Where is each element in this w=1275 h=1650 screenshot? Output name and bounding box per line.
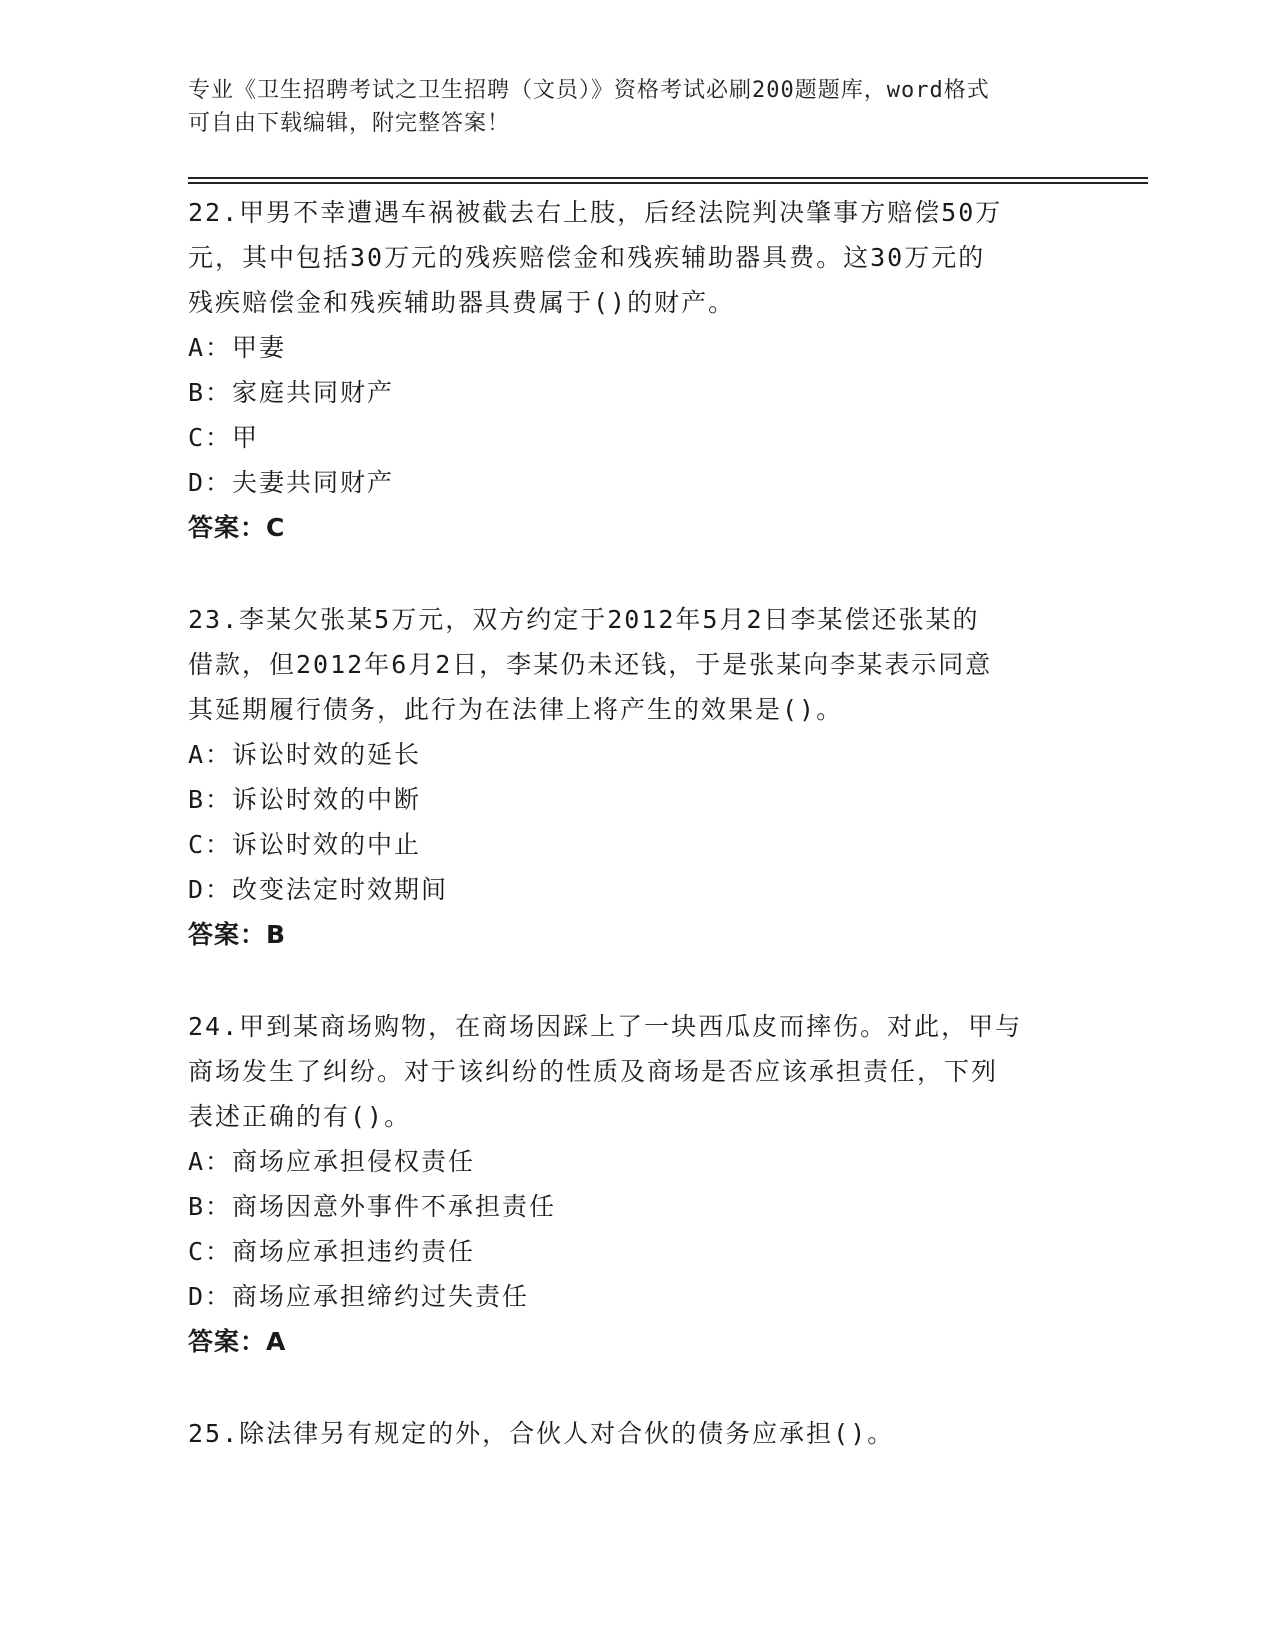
question-list [188, 190, 1088, 1456]
question-stem-line: 22.甲男不幸遭遇车祸被截去右上肢，后经法院判决肇事方赔偿50万 [188, 198, 1003, 227]
option-b: B：诉讼时效的中断 [188, 785, 422, 814]
option-b: B：家庭共同财产 [188, 378, 395, 407]
question-stem-line: 借款，但2012年6月2日，李某仍未还钱，于是张某向李某表示同意 [188, 650, 993, 679]
question-23 [188, 597, 1088, 958]
question-stem-line: 商场发生了纠纷。对于该纠纷的性质及商场是否应该承担责任，下列 [188, 1057, 999, 1086]
question-spacer [188, 551, 1088, 597]
option-a: A：商场应承担侵权责任 [188, 1147, 476, 1176]
question-stem-line: 25.除法律另有规定的外，合伙人对合伙的债务应承担()。 [188, 1419, 895, 1448]
answer-line: 答案：C [188, 513, 286, 542]
question-spacer [188, 1365, 1088, 1411]
option-c: C：诉讼时效的中止 [188, 830, 422, 859]
header-divider-bottom [188, 182, 1148, 184]
option-c: C：商场应承担违约责任 [188, 1237, 476, 1266]
question-stem-line: 残疾赔偿金和残疾辅助器具费属于()的财产。 [188, 288, 736, 317]
option-a: A：诉讼时效的延长 [188, 740, 422, 769]
header-divider-top [188, 177, 1148, 179]
answer-line: 答案：A [188, 1327, 287, 1356]
option-a: A：甲妻 [188, 333, 287, 362]
header-title-line-2: 可自由下载编辑，附完整答案！ [188, 111, 511, 136]
header-title-line-1: 专业《卫生招聘考试之卫生招聘（文员）》资格考试必刷200题题库，word格式 [188, 78, 990, 103]
question-22 [188, 190, 1088, 551]
question-stem-line: 23.李某欠张某5万元，双方约定于2012年5月2日李某偿还张某的 [188, 605, 980, 634]
question-stem-line: 元，其中包括30万元的残疾赔偿金和残疾辅助器具费。这30万元的 [188, 243, 986, 272]
option-d: D：改变法定时效期间 [188, 875, 449, 904]
option-d: D：商场应承担缔约过失责任 [188, 1282, 530, 1311]
question-24 [188, 1004, 1088, 1365]
option-d: D：夫妻共同财产 [188, 468, 395, 497]
option-c: C：甲 [188, 423, 260, 452]
question-25 [188, 1411, 1088, 1456]
document-header [188, 74, 1068, 140]
option-b: B：商场因意外事件不承担责任 [188, 1192, 557, 1221]
question-stem-line: 表述正确的有()。 [188, 1102, 412, 1131]
answer-line: 答案：B [188, 920, 287, 949]
question-spacer [188, 958, 1088, 1004]
question-stem-line: 24.甲到某商场购物，在商场因踩上了一块西瓜皮而摔伤。对此，甲与 [188, 1012, 1023, 1041]
question-stem-line: 其延期履行债务，此行为在法律上将产生的效果是()。 [188, 695, 844, 724]
